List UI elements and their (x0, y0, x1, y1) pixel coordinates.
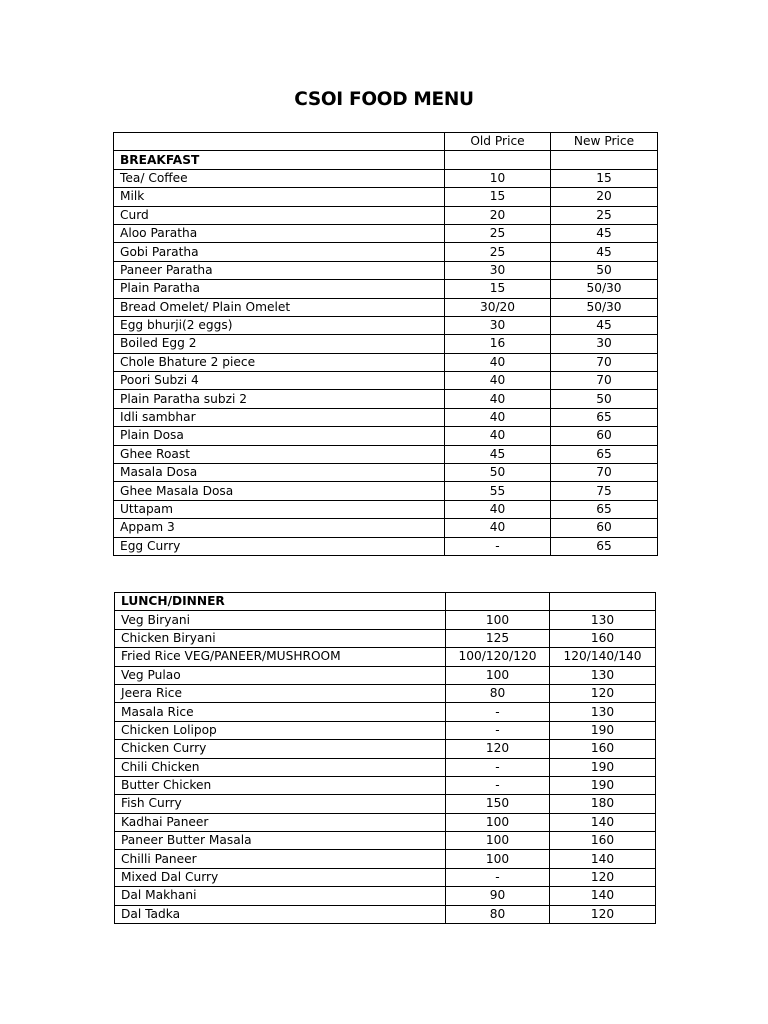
old-price-cell: 40 (445, 390, 551, 408)
old-price-cell: 50 (445, 464, 551, 482)
table-row (114, 427, 658, 445)
new-price-cell: 70 (551, 353, 658, 371)
new-price-cell: 25 (551, 206, 658, 224)
menu-item-name: Veg Pulao (115, 666, 446, 684)
old-price-cell: - (446, 868, 550, 886)
old-price-cell: 100 (446, 813, 550, 831)
table-row (114, 482, 658, 500)
table-row (114, 519, 658, 537)
table-row (114, 224, 658, 242)
section-row-lunch-dinner (115, 593, 656, 611)
menu-item-name: Plain Paratha (114, 280, 445, 298)
table-row (114, 537, 658, 555)
table-row (114, 390, 658, 408)
menu-item-name: Chilli Paneer (115, 850, 446, 868)
table-row (115, 776, 656, 794)
old-price-cell: 30/20 (445, 298, 551, 316)
old-price-cell: - (446, 758, 550, 776)
old-price-cell: 40 (445, 353, 551, 371)
new-price-cell: 65 (551, 445, 658, 463)
new-price-cell: 120/140/140 (550, 648, 656, 666)
menu-item-name: Ghee Roast (114, 445, 445, 463)
old-price-cell: 10 (445, 169, 551, 187)
header-item-cell (114, 133, 445, 151)
new-price-cell: 50/30 (551, 298, 658, 316)
new-price-cell: 160 (550, 832, 656, 850)
menu-item-name: Fish Curry (115, 795, 446, 813)
old-price-cell: 55 (445, 482, 551, 500)
table-row (115, 740, 656, 758)
menu-item-name: Curd (114, 206, 445, 224)
menu-item-name: Chicken Lolipop (115, 721, 446, 739)
old-price-cell: - (445, 537, 551, 555)
section-empty-cell (445, 151, 551, 169)
new-price-cell: 160 (550, 740, 656, 758)
table-row (114, 335, 658, 353)
new-price-cell: 50 (551, 390, 658, 408)
new-price-cell: 60 (551, 427, 658, 445)
table-row (115, 703, 656, 721)
menu-item-name: Chicken Curry (115, 740, 446, 758)
old-price-cell: 45 (445, 445, 551, 463)
table-row (114, 298, 658, 316)
old-price-cell: 150 (446, 795, 550, 813)
menu-item-name: Chole Bhature 2 piece (114, 353, 445, 371)
old-price-cell: 80 (446, 905, 550, 923)
table-row (114, 243, 658, 261)
old-price-cell: 15 (445, 280, 551, 298)
old-price-cell: - (446, 776, 550, 794)
old-price-cell: 25 (445, 243, 551, 261)
header-row (114, 133, 658, 151)
table-row (115, 850, 656, 868)
header-old-price: Old Price (445, 133, 551, 151)
new-price-cell: 50 (551, 261, 658, 279)
new-price-cell: 65 (551, 408, 658, 426)
menu-item-name: Chili Chicken (115, 758, 446, 776)
table-row (115, 795, 656, 813)
new-price-cell: 65 (551, 537, 658, 555)
table-row (115, 684, 656, 702)
table-row (115, 887, 656, 905)
table-row (115, 721, 656, 739)
menu-item-name: Ghee Masala Dosa (114, 482, 445, 500)
table-row (114, 261, 658, 279)
new-price-cell: 180 (550, 795, 656, 813)
table-row (115, 813, 656, 831)
old-price-cell: - (446, 721, 550, 739)
new-price-cell: 120 (550, 905, 656, 923)
old-price-cell: 40 (445, 519, 551, 537)
table-row (114, 464, 658, 482)
new-price-cell: 130 (550, 703, 656, 721)
old-price-cell: 16 (445, 335, 551, 353)
section-empty-cell (551, 151, 658, 169)
old-price-cell: - (446, 703, 550, 721)
menu-item-name: Fried Rice VEG/PANEER/MUSHROOM (115, 648, 446, 666)
menu-item-name: Veg Biryani (115, 611, 446, 629)
header-new-price: New Price (551, 133, 658, 151)
old-price-cell: 30 (445, 261, 551, 279)
table-row (114, 206, 658, 224)
old-price-cell: 40 (445, 427, 551, 445)
old-price-cell: 120 (446, 740, 550, 758)
new-price-cell: 140 (550, 887, 656, 905)
table-row (114, 316, 658, 334)
menu-item-name: Milk (114, 188, 445, 206)
old-price-cell: 15 (445, 188, 551, 206)
new-price-cell: 160 (550, 629, 656, 647)
new-price-cell: 190 (550, 721, 656, 739)
table-row (114, 372, 658, 390)
table-row (114, 188, 658, 206)
menu-item-name: Uttapam (114, 500, 445, 518)
menu-item-name: Paneer Paratha (114, 261, 445, 279)
old-price-cell: 20 (445, 206, 551, 224)
new-price-cell: 60 (551, 519, 658, 537)
menu-item-name: Masala Dosa (114, 464, 445, 482)
menu-item-name: Paneer Butter Masala (115, 832, 446, 850)
breakfast-table (113, 132, 658, 556)
menu-item-name: Appam 3 (114, 519, 445, 537)
new-price-cell: 120 (550, 684, 656, 702)
old-price-cell: 100 (446, 666, 550, 684)
new-price-cell: 45 (551, 243, 658, 261)
menu-item-name: Masala Rice (115, 703, 446, 721)
menu-item-name: Plain Dosa (114, 427, 445, 445)
old-price-cell: 30 (445, 316, 551, 334)
menu-item-name: Butter Chicken (115, 776, 446, 794)
table-row (114, 500, 658, 518)
menu-item-name: Egg Curry (114, 537, 445, 555)
old-price-cell: 40 (445, 408, 551, 426)
new-price-cell: 30 (551, 335, 658, 353)
table-row (114, 445, 658, 463)
new-price-cell: 70 (551, 372, 658, 390)
new-price-cell: 140 (550, 850, 656, 868)
table-row (114, 169, 658, 187)
section-empty-cell (446, 593, 550, 611)
menu-item-name: Chicken Biryani (115, 629, 446, 647)
new-price-cell: 75 (551, 482, 658, 500)
old-price-cell: 100 (446, 850, 550, 868)
table-row (115, 758, 656, 776)
menu-item-name: Poori Subzi 4 (114, 372, 445, 390)
new-price-cell: 130 (550, 611, 656, 629)
new-price-cell: 65 (551, 500, 658, 518)
table-row (115, 868, 656, 886)
table-row (115, 648, 656, 666)
table-row (114, 280, 658, 298)
old-price-cell: 25 (445, 224, 551, 242)
menu-item-name: Bread Omelet/ Plain Omelet (114, 298, 445, 316)
new-price-cell: 20 (551, 188, 658, 206)
menu-item-name: Plain Paratha subzi 2 (114, 390, 445, 408)
new-price-cell: 50/30 (551, 280, 658, 298)
menu-item-name: Jeera Rice (115, 684, 446, 702)
old-price-cell: 90 (446, 887, 550, 905)
new-price-cell: 140 (550, 813, 656, 831)
new-price-cell: 120 (550, 868, 656, 886)
section-label-breakfast: BREAKFAST (114, 151, 445, 169)
table-row (115, 905, 656, 923)
menu-item-name: Dal Tadka (115, 905, 446, 923)
menu-item-name: Idli sambhar (114, 408, 445, 426)
table-row (115, 832, 656, 850)
new-price-cell: 190 (550, 758, 656, 776)
menu-item-name: Kadhai Paneer (115, 813, 446, 831)
new-price-cell: 130 (550, 666, 656, 684)
section-empty-cell (550, 593, 656, 611)
old-price-cell: 40 (445, 500, 551, 518)
table-row (114, 353, 658, 371)
new-price-cell: 190 (550, 776, 656, 794)
old-price-cell: 80 (446, 684, 550, 702)
table-row (115, 629, 656, 647)
table-row (115, 666, 656, 684)
table-row (114, 408, 658, 426)
section-label-lunch-dinner: LUNCH/DINNER (115, 593, 446, 611)
menu-item-name: Dal Makhani (115, 887, 446, 905)
old-price-cell: 125 (446, 629, 550, 647)
menu-item-name: Gobi Paratha (114, 243, 445, 261)
menu-item-name: Boiled Egg 2 (114, 335, 445, 353)
page-title: CSOI FOOD MENU (294, 89, 474, 110)
section-row-breakfast (114, 151, 658, 169)
old-price-cell: 40 (445, 372, 551, 390)
new-price-cell: 45 (551, 224, 658, 242)
menu-item-name: Egg bhurji(2 eggs) (114, 316, 445, 334)
new-price-cell: 45 (551, 316, 658, 334)
old-price-cell: 100/120/120 (446, 648, 550, 666)
old-price-cell: 100 (446, 611, 550, 629)
new-price-cell: 15 (551, 169, 658, 187)
lunch-dinner-table (114, 592, 656, 924)
menu-item-name: Mixed Dal Curry (115, 868, 446, 886)
new-price-cell: 70 (551, 464, 658, 482)
menu-item-name: Tea/ Coffee (114, 169, 445, 187)
old-price-cell: 100 (446, 832, 550, 850)
menu-item-name: Aloo Paratha (114, 224, 445, 242)
table-row (115, 611, 656, 629)
